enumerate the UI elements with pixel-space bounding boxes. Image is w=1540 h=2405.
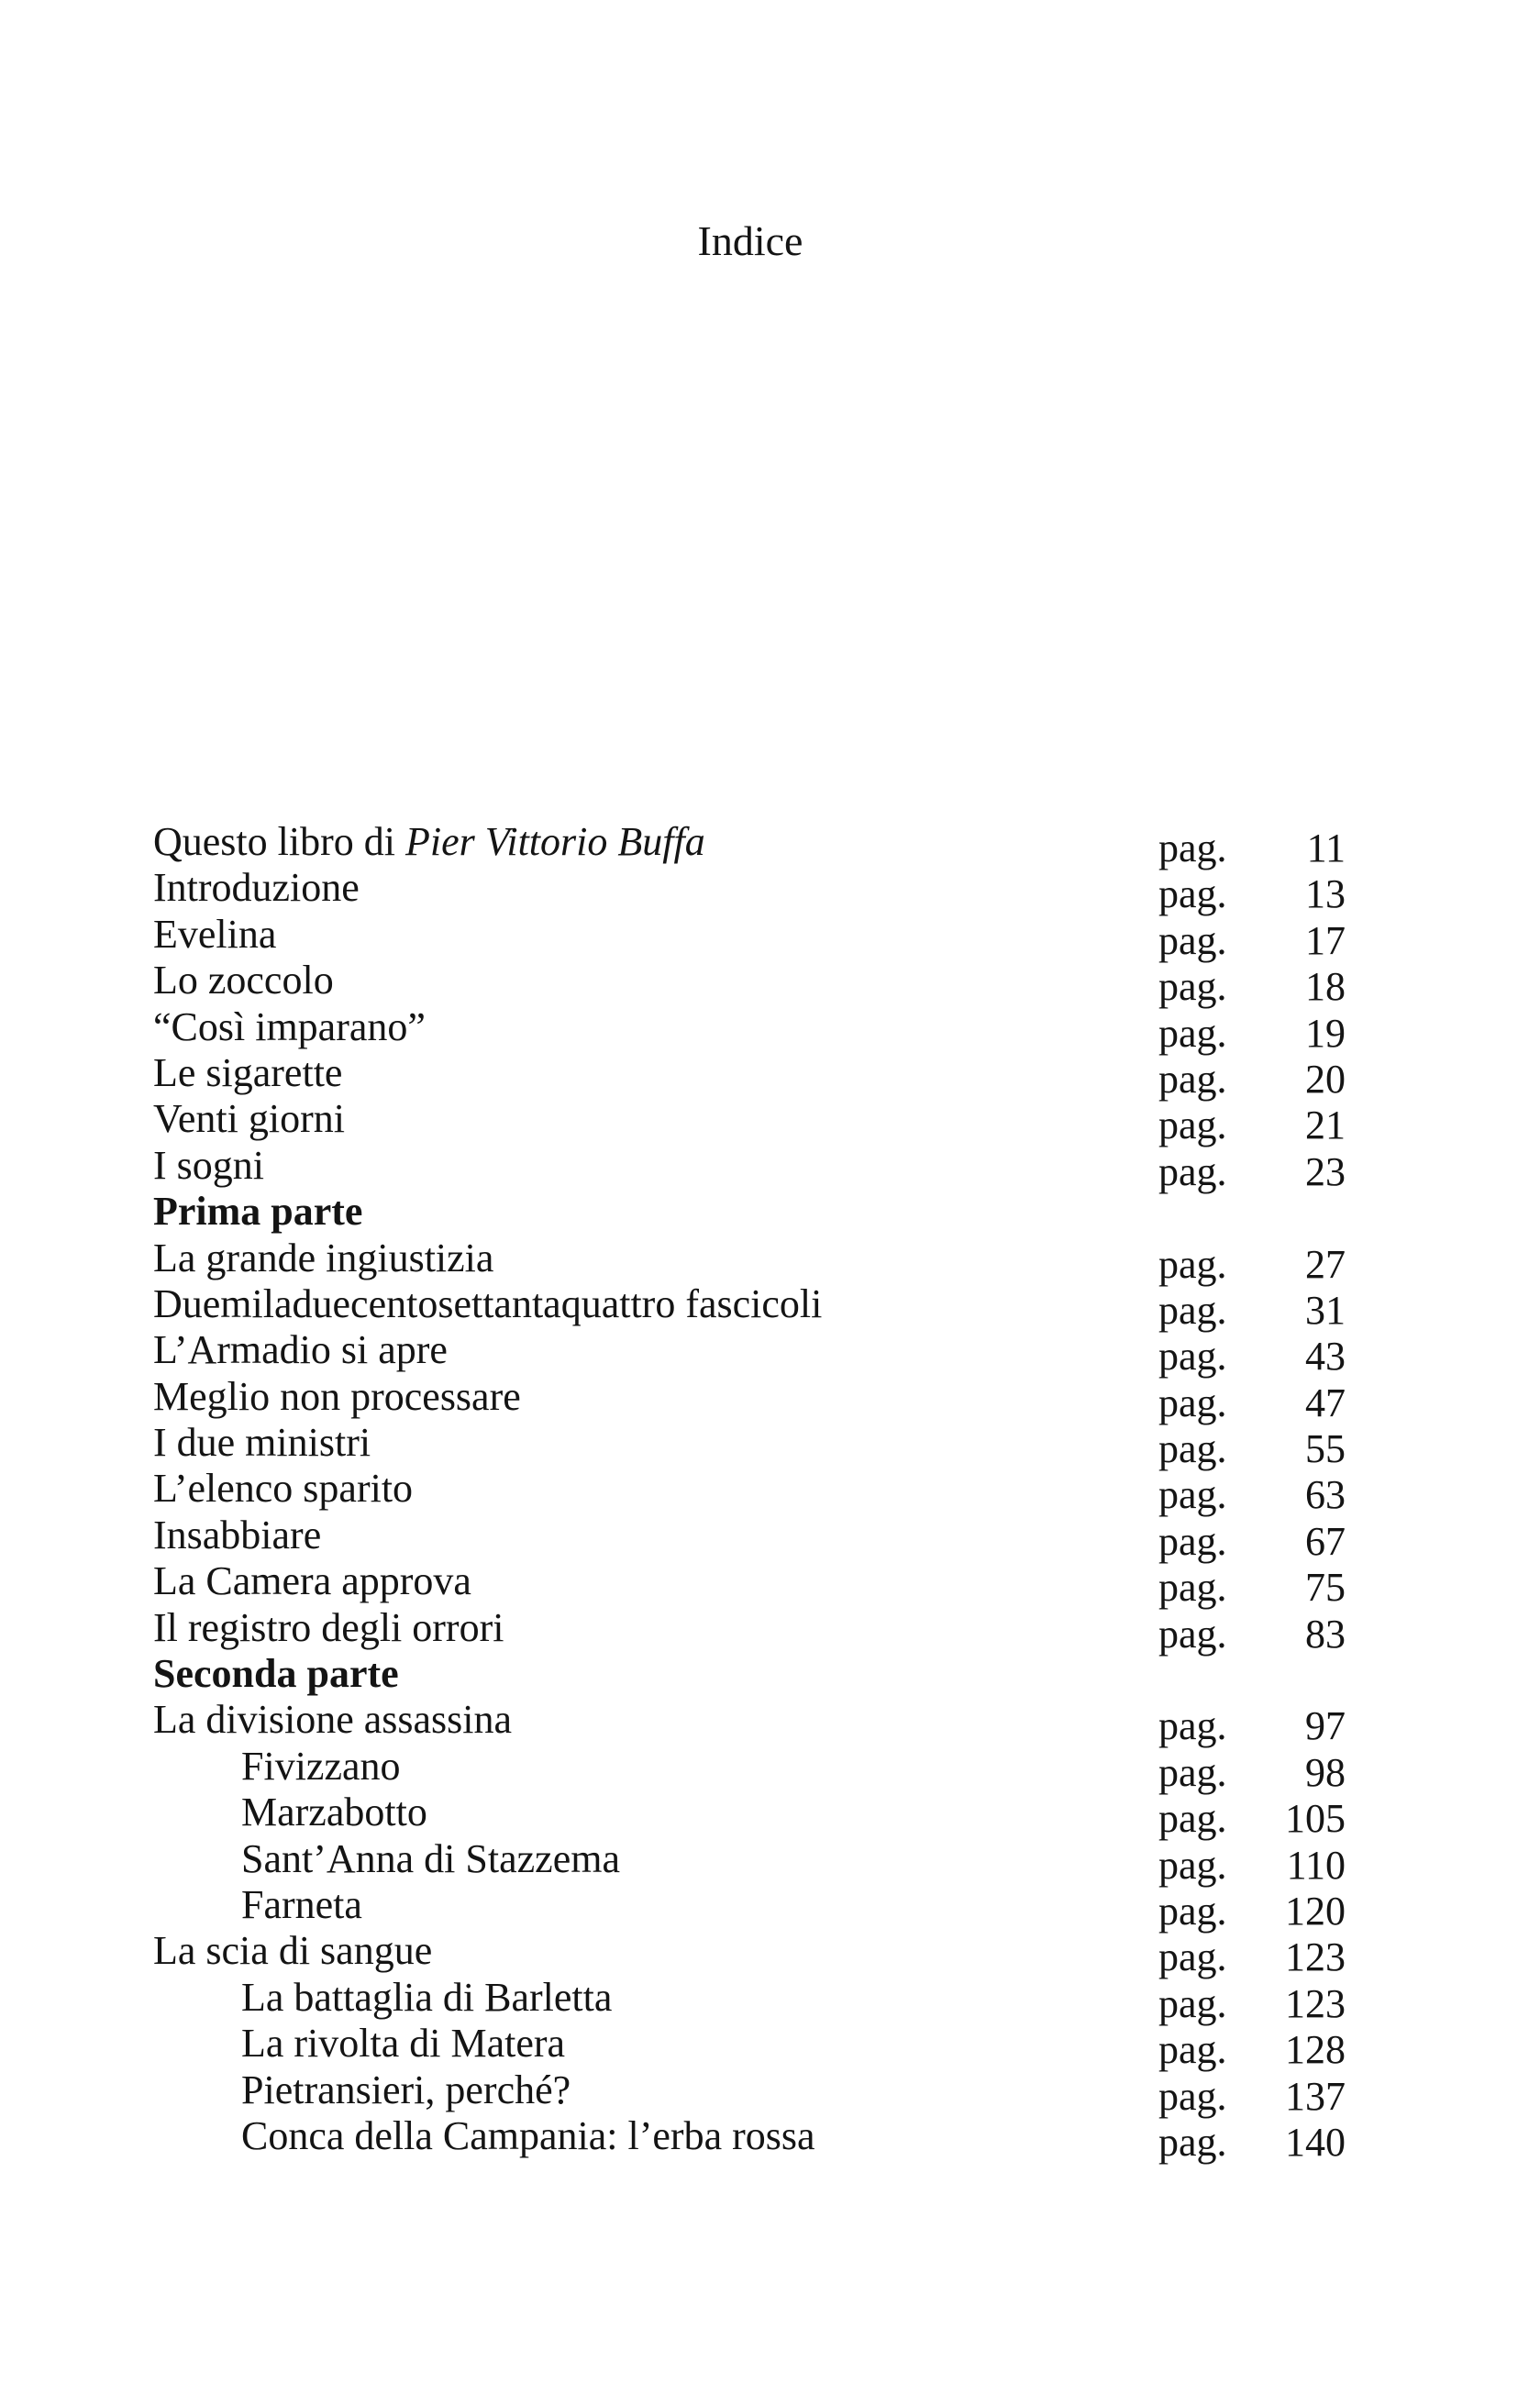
toc-pag-label: pag. xyxy=(1158,1611,1227,1657)
toc-pag-label: pag. xyxy=(1158,1010,1227,1056)
toc-page-number: 21 xyxy=(1305,1103,1346,1148)
toc-pag-label: pag. xyxy=(1158,1426,1227,1472)
toc-entry-title: Sant’Anna di Stazzema xyxy=(241,1835,620,1881)
toc-section-heading xyxy=(153,1189,1346,1235)
toc-entry xyxy=(153,1096,1346,1148)
toc-page-number: 27 xyxy=(1305,1241,1346,1287)
toc-page-number: 19 xyxy=(1305,1010,1346,1056)
toc-pag-label: pag. xyxy=(1158,1934,1227,1980)
toc-entry-title: Insabbiare xyxy=(153,1512,322,1557)
toc-page-number: 75 xyxy=(1305,1565,1346,1611)
toc-pag-label: pag. xyxy=(1158,1472,1227,1518)
toc-subentry xyxy=(153,2021,1346,2073)
toc-page-number: 11 xyxy=(1306,826,1346,870)
toc-entry xyxy=(153,1373,1346,1425)
toc-entry-title: Lo zoccolo xyxy=(153,958,334,1003)
page-title: Indice xyxy=(697,217,803,264)
toc-page-number: 43 xyxy=(1305,1334,1346,1380)
toc-page-number: 55 xyxy=(1305,1426,1346,1472)
toc-pag-label: pag. xyxy=(1158,1703,1227,1749)
toc-entry-title: I due ministri xyxy=(153,1420,371,1466)
toc-page-number: 47 xyxy=(1305,1380,1346,1425)
toc-page-number: 83 xyxy=(1305,1611,1346,1657)
toc-entry-title: Marzabotto xyxy=(241,1790,427,1835)
toc-pag-label: pag. xyxy=(1158,2073,1227,2119)
toc-entry-title: La divisione assassina xyxy=(153,1697,513,1743)
toc-entry-title: Venti giorni xyxy=(153,1096,345,1142)
toc-page-number: 31 xyxy=(1305,1287,1346,1333)
toc-page-number: 123 xyxy=(1285,1934,1346,1980)
toc-pag-label: pag. xyxy=(1158,2027,1227,2073)
toc-pag-label: pag. xyxy=(1158,917,1227,963)
toc-pag-label: pag. xyxy=(1158,1380,1227,1425)
toc-entry xyxy=(153,911,1346,963)
toc-entry xyxy=(153,1003,1346,1056)
toc-pag-label: pag. xyxy=(1158,1980,1227,2026)
toc-entry xyxy=(153,1280,1346,1333)
toc-pag-label: pag. xyxy=(1158,1842,1227,1888)
toc-page-number: 105 xyxy=(1285,1796,1346,1842)
toc-entry-author: Pier Vittorio Buffa xyxy=(404,819,705,864)
toc-entry-title: Le sigarette xyxy=(153,1049,343,1095)
toc-page-number: 123 xyxy=(1285,1980,1346,2026)
toc-pag-label: pag. xyxy=(1158,1518,1227,1564)
toc-entry xyxy=(153,1928,1346,1980)
toc-entry-title: Fivizzano xyxy=(241,1743,401,1789)
toc-pag-label: pag. xyxy=(1158,871,1227,917)
toc-page-number: 20 xyxy=(1305,1056,1346,1102)
toc-subentry xyxy=(153,1790,1346,1842)
toc-entry-title: Il registro degli orrori xyxy=(153,1604,504,1650)
toc-entry xyxy=(153,958,1346,1010)
toc-entry-title: Questo libro di Pier Vittorio Buffa xyxy=(153,819,705,864)
toc-page-number: 120 xyxy=(1285,1888,1346,1934)
toc-entry xyxy=(153,1604,1346,1657)
toc-pag-label: pag. xyxy=(1158,1888,1227,1934)
toc-page-number: 18 xyxy=(1305,964,1346,1010)
toc-entry-title: L’Armadio si apre xyxy=(153,1327,448,1373)
toc-subentry xyxy=(153,2067,1346,2119)
toc-page-number: 97 xyxy=(1305,1703,1346,1749)
toc-entry xyxy=(153,1466,1346,1518)
toc-entry-title: “Così imparano” xyxy=(153,1003,426,1049)
toc-subentry xyxy=(153,2112,1346,2165)
toc-entry-title: L’elenco sparito xyxy=(153,1466,414,1512)
toc-pag-label: pag. xyxy=(1158,1796,1227,1842)
toc-pag-label: pag. xyxy=(1158,1241,1227,1287)
toc-pag-label: pag. xyxy=(1158,1103,1227,1148)
toc-entry xyxy=(153,1558,1346,1611)
toc-entry-title: Conca della Campania: l’erba rossa xyxy=(241,2112,815,2158)
toc-entry xyxy=(153,1235,1346,1287)
toc-entry-title: La Camera approva xyxy=(153,1558,471,1604)
toc-pag-label: pag. xyxy=(1158,1148,1227,1194)
toc-page-number: 137 xyxy=(1285,2073,1346,2119)
toc-page-number: 67 xyxy=(1305,1518,1346,1564)
toc-entry xyxy=(153,1327,1346,1380)
toc-entry xyxy=(153,1142,1346,1194)
toc-page-number: 13 xyxy=(1305,871,1346,917)
toc-entry-title: Prima parte xyxy=(153,1189,363,1235)
toc-entry-title: Pietransieri, perché? xyxy=(241,2067,571,2112)
toc-entry-title: Seconda parte xyxy=(153,1651,399,1697)
toc-entry xyxy=(153,819,1346,870)
toc-page-number: 17 xyxy=(1305,917,1346,963)
toc-page-number: 23 xyxy=(1305,1148,1346,1194)
toc-entry xyxy=(153,1049,1346,1102)
toc-entry xyxy=(153,1512,1346,1564)
toc-pag-label: pag. xyxy=(1158,1287,1227,1333)
toc-section-heading xyxy=(153,1651,1346,1697)
toc-page-number: 98 xyxy=(1305,1749,1346,1795)
toc-entry-title: La scia di sangue xyxy=(153,1928,433,1974)
toc-pag-label: pag. xyxy=(1158,1749,1227,1795)
toc-pag-label: pag. xyxy=(1158,1334,1227,1380)
toc-entry-title: Meglio non processare xyxy=(153,1373,521,1419)
toc-pag-label: pag. xyxy=(1158,964,1227,1010)
toc-entry-title: Evelina xyxy=(153,911,277,957)
toc-entry-title: Introduzione xyxy=(153,865,360,911)
toc-pag-label: pag. xyxy=(1158,1565,1227,1611)
toc-entry-title: La battaglia di Barletta xyxy=(241,1974,613,2020)
toc-pag-label: pag. xyxy=(1158,1056,1227,1102)
toc-pag-label: pag. xyxy=(1158,2119,1227,2165)
toc-entry-title: Farneta xyxy=(241,1881,362,1927)
toc-entry-title: I sogni xyxy=(153,1142,264,1188)
toc-page-number: 140 xyxy=(1285,2119,1346,2165)
toc-entry-title: La rivolta di Matera xyxy=(241,2021,566,2067)
toc-pag-label: pag. xyxy=(1158,826,1227,870)
toc-entry-title: La grande ingiustizia xyxy=(153,1235,494,1280)
toc-entry-title: Duemiladuecentosettantaquattro fascicoli xyxy=(153,1280,823,1326)
toc-entry xyxy=(153,1697,1346,1749)
toc-entry xyxy=(153,1420,1346,1472)
toc-entry xyxy=(153,865,1346,917)
toc-page-number: 128 xyxy=(1285,2027,1346,2073)
toc-subentry xyxy=(153,1835,1346,1888)
table-of-contents xyxy=(153,819,1346,2165)
toc-page-number: 63 xyxy=(1305,1472,1346,1518)
toc-subentry xyxy=(153,1743,1346,1795)
toc-subentry xyxy=(153,1881,1346,1934)
toc-page-number: 110 xyxy=(1286,1842,1346,1888)
toc-subentry xyxy=(153,1974,1346,2026)
